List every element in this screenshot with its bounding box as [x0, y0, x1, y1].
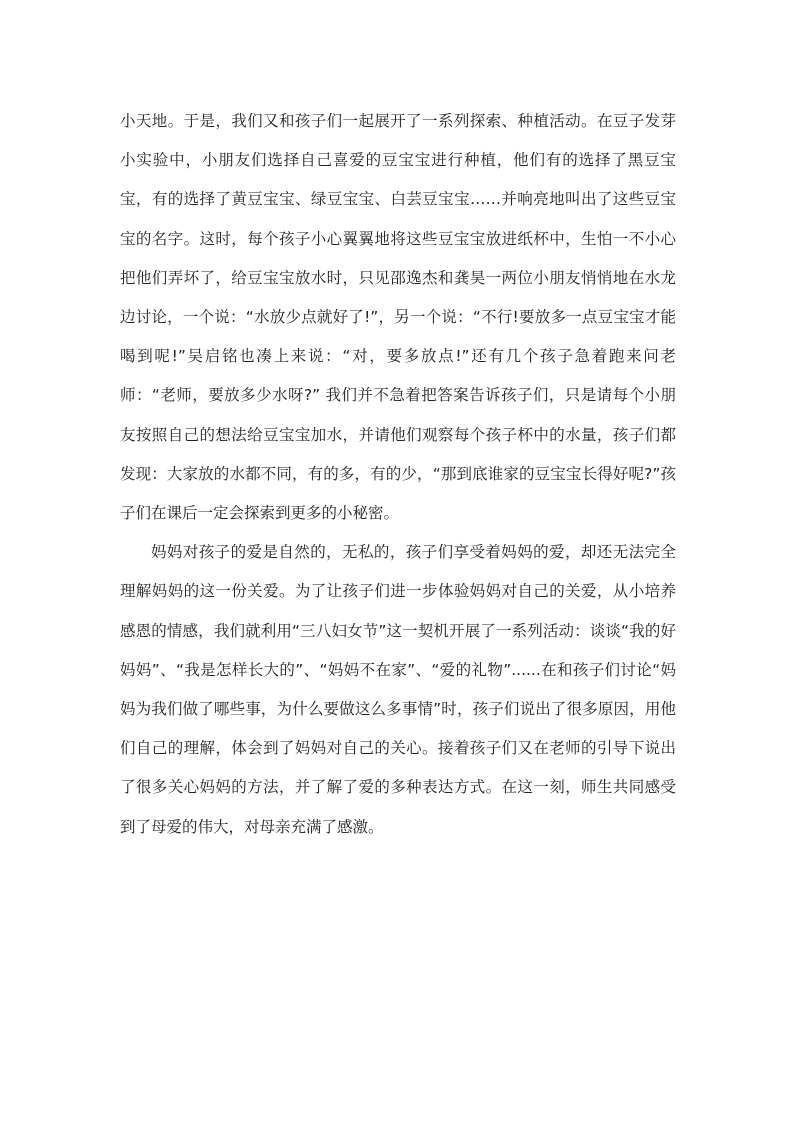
paragraph-mothers-love: 妈妈对孩子的爱是自然的，无私的，孩子们享受着妈妈的爱，却还无法完全理解妈妈的这一份关爱。为了让孩子们进一步体验妈妈对自己的关爱，从小培养感恩的情感，我们就利用“三八妇女节”这一契机开展了一系列活动：谈谈“我的好妈妈”、“我是怎样长大的”、“妈妈不在家”、“爱的礼物”......在和孩子们讨论“妈妈为我们做了哪些事，为什么要做这么多事情”时，孩子们说出了很多原因，用他们自己的理解，体会到了妈妈对自己的关心。接着孩子们又在老师的引导下说出了很多关心妈妈的方法，并了解了爱的多种表达方式。在这一刻，师生共同感受到了母爱的伟大，对母亲充满了感激。 [120, 543, 676, 836]
document-page [120, 102, 676, 847]
paragraph-bean-planting: 小天地。于是，我们又和孩子们一起展开了一系列探索、种植活动。在豆子发芽小实验中，小朋友们选择自己喜爱的豆宝宝进行种植，他们有的选择了黑豆宝宝，有的选择了黄豆宝宝、绿豆宝宝、白芸豆宝宝……并响亮地叫出了这些豆宝宝的名字。这时，每个孩子小心翼翼地将这些豆宝宝放进纸杯中，生怕一不小心把他们弄坏了，给豆宝宝放水时，只见邵逸杰和龚昊一两位小朋友悄悄地在水龙边讨论，一个说：“水放少点就好了!”，另一个说：“不行!要放多一点豆宝宝才能喝到呢!”吴启铭也凑上来说：“对，要多放点!”还有几个孩子急着跑来问老师：“老师，要放多少水呀?” 我们并不急着把答案告诉孩子们，只是请每个小朋友按照自己的想法给豆宝宝加水，并请他们观察每个孩子杯中的水量，孩子们都发现：大家放的水都不同，有的多，有的少，“那到底谁家的豆宝宝长得好呢?”孩子们在课后一定会探索到更多的小秘密。 [120, 112, 676, 523]
